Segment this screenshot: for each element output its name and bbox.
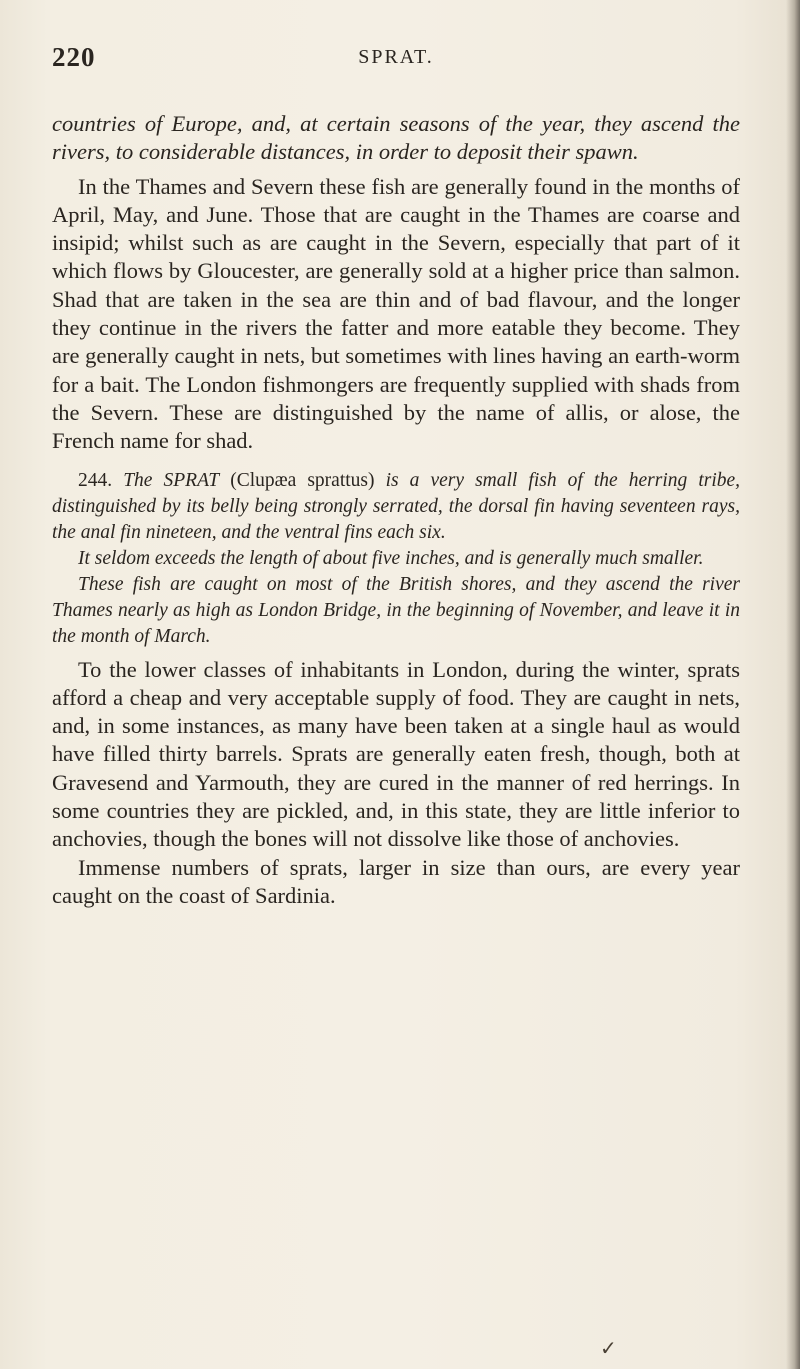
closing-paragraph: Immense numbers of sprats, larger in size than ours, are every year caught on the coast of Sardinia. xyxy=(52,854,740,908)
shad-paragraph: In the Thames and Severn these fish are generally found in the months of April, May, and June. Those that are caught in the Thames are coarse and insipid; whilst such as are caught in the Severn, especially that part of it which flows by Gloucester, are generally sold at a higher price than salmon. Shad that are taken in the sea are thin and of bad flavour, and the longer they continue in the rivers the fatter and more eatable they become. They are generally caught in nets, but sometimes with lines having an earth-worm for a bait. The London fishmongers are frequently supplied with shads from the Severn. These are distinguished by the name of allis, or alose, the French name for shad. xyxy=(52,173,740,454)
intro-italic-paragraph: countries of Europe, and, at certain seasons of the year, they ascend the rivers, to considerable distances, in order to deposit their spawn. xyxy=(52,111,740,165)
entry-number: 244. xyxy=(78,469,113,491)
entry-title: The SPRAT xyxy=(123,469,220,491)
running-head: SPRAT. xyxy=(358,46,434,68)
pencil-mark: ✓ xyxy=(600,1338,617,1360)
page-number: 220 xyxy=(52,42,96,72)
entry-habitat: These fish are caught on most of the British shores, and they ascend the river Thames nearly as high as London Bridge, in the beginning of November, and leave it in the month of March. xyxy=(52,573,740,647)
entry-latin-name: (Clupæa sprattus) xyxy=(230,469,375,491)
page-header xyxy=(52,42,740,78)
food-paragraph: To the lower classes of inhabitants in London, during the winter, sprats afford a cheap and very acceptable supply of food. They are caught in nets, and, in some instances, as many have been taken at a single haul as would have filled thirty barrels. Sprats are generally eaten fresh, though, both at Gravesend and Yarmouth, they are cured in the manner of red herrings. In some countries they are pickled, and, in this state, they are little inferior to anchovies, though the bones will not dissolve like those of anchovies. xyxy=(52,656,740,852)
entry-size: It seldom exceeds the length of about five inches, and is generally much smaller. xyxy=(78,547,704,569)
entry-description: is a very small fish of the herring tribe, distinguished by its belly being strongly serrated, the dorsal fin having seventeen rays, the anal fin nineteen, and the ventral fins each six. xyxy=(52,469,741,543)
page-body xyxy=(52,110,740,910)
page-edge-shadow xyxy=(786,0,800,1369)
sprat-entry xyxy=(52,468,740,650)
